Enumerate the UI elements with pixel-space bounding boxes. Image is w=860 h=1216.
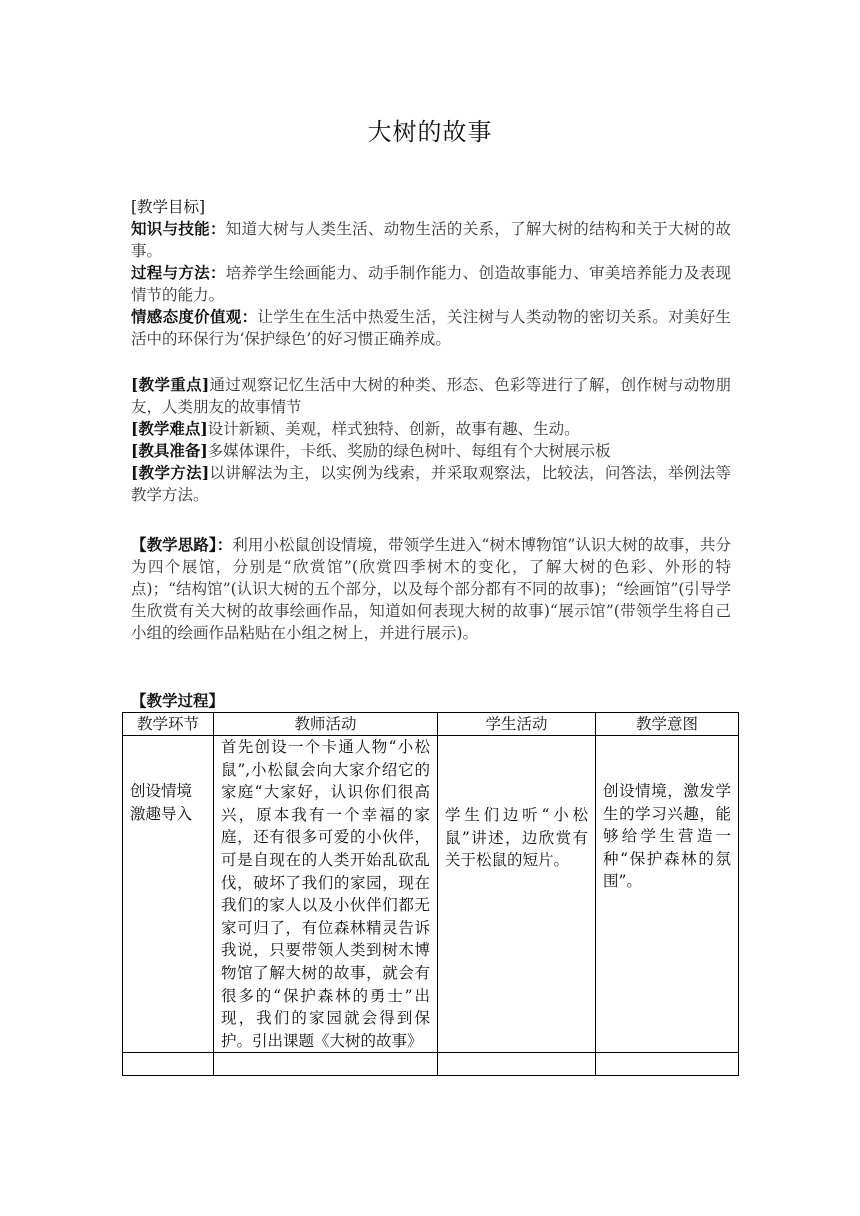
column-header: 教学环节 [123,713,214,736]
stage-cell [123,1053,214,1076]
intent-cell [596,1053,739,1076]
approach-text: 利用小松鼠创设情境，带领学生进入“树木博物馆”认识大树的故事，共分为四个展馆，分别是“欣赏馆”(欣赏四季树木的变化，了解大树的色彩、外形的特点)；“结构馆”(认识大树的五个部分，以及每个部分都有不同的故事)；“绘画馆”(引导学生欣赏有关大树的故事绘画作品，知道如何表现大树的故事)“展示馆”(带领学生将自己小组的绘画作品粘贴在小组之树上，并进行展示)。 [131,536,731,642]
knowledge-text: 知道大树与人类生活、动物生活的关系，了解大树的结构和关于大树的故事。 [131,220,731,260]
emotion-paragraph [131,306,731,350]
student-activity-cell: 学生们边听“小松鼠”讲述，边欣赏有关于松鼠的短片。 [438,736,596,1053]
column-header: 教师活动 [214,713,438,736]
teacher-activity-cell: 首先创设一个卡通人物“小松鼠”,小松鼠会向大家介绍它的家庭“大家好，认识你们很高兴，原本我有一个幸福的家庭，还有很多可爱的小伙伴，可是自现在的人类开始乱砍乱伐，破坏了我们的家园，现在我们的家人以及小伙伴们都无家可归了，有位森林精灵告诉我说，只要带领人类到树木博物馆了解大树的故事，就会有很多的“保护森林的勇士”出现，我们的家园就会得到保护。引出课题《大树的故事》 [214,736,438,1053]
process-text: 培养学生绘画能力、动手制作能力、创造故事能力、审美培养能力及表现情节的能力。 [131,264,731,304]
tools-text: 多媒体课件，卡纸、奖励的绿色树叶、每组有个大树展示板 [207,442,611,460]
objectives-section [131,196,731,350]
knowledge-paragraph [131,218,731,262]
approach-label: 【教学思路】： [131,535,233,554]
table-row [123,1053,739,1076]
process-table [122,712,739,1076]
difficulty-text: 设计新颖、美观，样式独特、创新，故事有趣、生动。 [207,420,580,438]
objectives-header: [教学目标] [131,198,206,216]
tools-paragraph [131,440,731,462]
emotion-text: 让学生在生活中热爱生活，关注树与人类动物的密切关系。对美好生活中的环保行为‘保护绿色’的好习惯正确养成。 [131,308,731,348]
key-point-text: 通过观察记忆生活中大树的种类、形态、色彩等进行了解，创作树与动物朋友，人类朋友的故事情节 [131,376,731,416]
stage-cell: 创设情境激趣导入 [123,736,214,1053]
student-activity-cell [438,1053,596,1076]
method-text: 以讲解法为主，以实例为线索，并采取观察法，比较法，问答法，举例法等教学方法。 [131,464,731,504]
column-header: 教学意图 [596,713,739,736]
column-header: 学生活动 [438,713,596,736]
method-paragraph [131,462,731,506]
key-point-label: [教学重点] [131,375,210,394]
difficulty-paragraph [131,418,731,440]
emotion-label: 情感态度价值观： [131,307,258,326]
table-header-row [123,713,739,736]
intent-cell: 创设情境，激发学生的学习兴趣，能够给学生营造一种“保护森林的氛围”。 [596,736,739,1053]
process-header: 【教学过程】 [131,691,225,710]
approach-paragraph [131,534,731,644]
table-row [123,736,739,1053]
document-title: 大树的故事 [367,118,493,146]
process-label: 过程与方法： [131,263,226,282]
process-paragraph [131,262,731,306]
teacher-activity-cell [214,1053,438,1076]
key-point-paragraph [131,374,731,418]
method-label: [教学方法] [131,463,210,482]
tools-label: [教具准备] [131,441,208,460]
teaching-info-section [131,374,731,506]
difficulty-label: [教学难点] [131,419,208,438]
knowledge-label: 知识与技能： [131,219,226,238]
approach-section [131,534,731,644]
